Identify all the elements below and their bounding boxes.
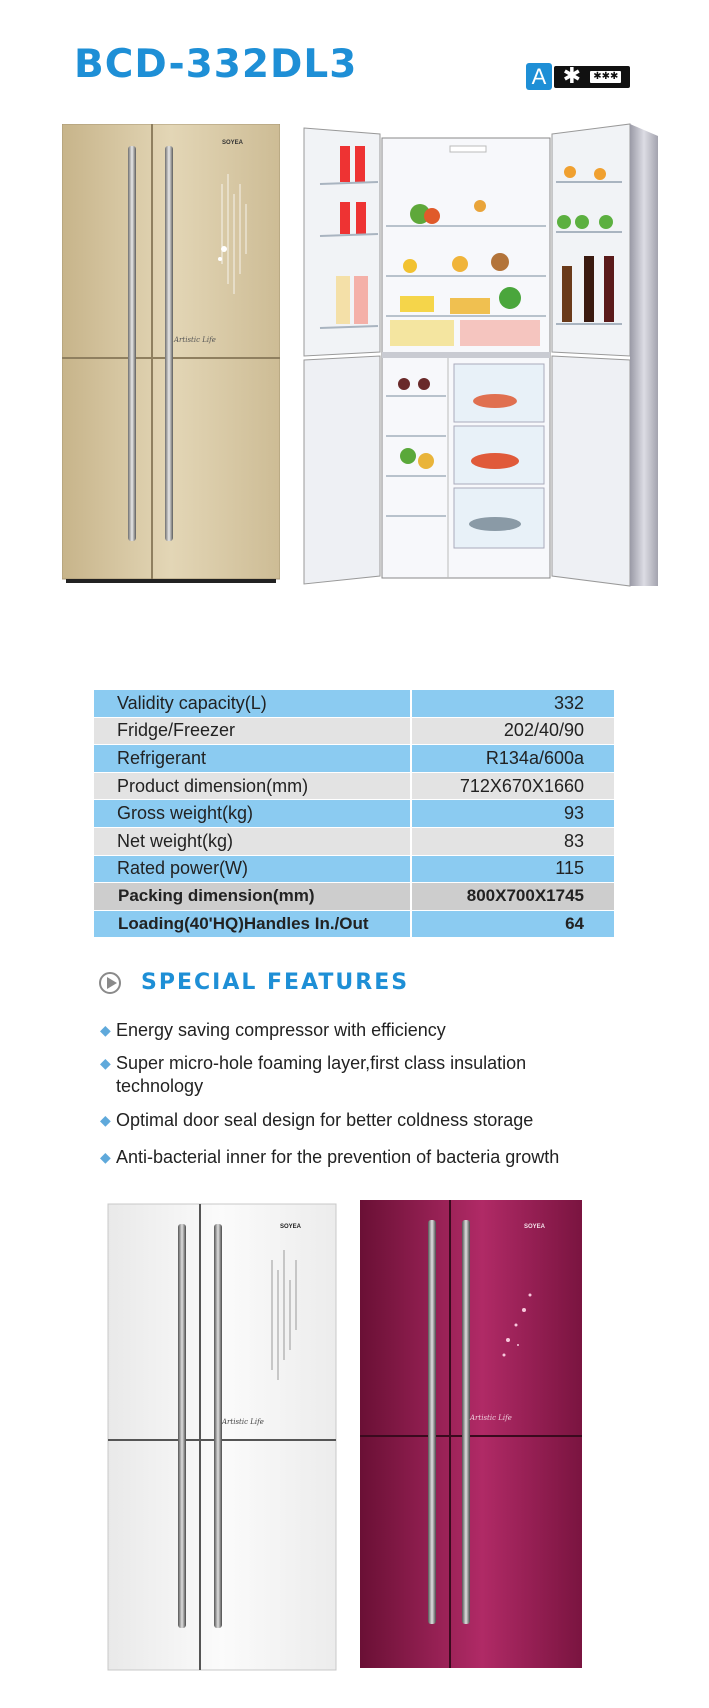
feature-text: Super micro-hole foaming layer,first class insulation technology <box>116 1053 527 1096</box>
specifications-table <box>94 690 614 938</box>
diamond-bullet-icon: ◆ <box>100 1055 111 1071</box>
spec-row <box>94 690 614 717</box>
fridge-white-image <box>104 1200 340 1676</box>
spec-value: 800X700X1745 <box>411 883 614 911</box>
spec-row <box>94 745 614 773</box>
spec-label: Validity capacity(L) <box>94 690 411 717</box>
star-small-icons: ✱✱✱ <box>590 71 621 83</box>
freezer-star-rating <box>554 63 630 89</box>
door-script-purple: Artistic Life <box>470 1414 512 1422</box>
diamond-bullet-icon: ◆ <box>100 1149 111 1165</box>
fridge-open-interior-image <box>300 116 658 590</box>
spec-label: Gross weight(kg) <box>94 800 411 828</box>
spec-value: 712X670X1660 <box>411 772 614 800</box>
spec-label: Fridge/Freezer <box>94 717 411 745</box>
feature-text: Optimal door seal design for better coldness storage <box>116 1110 534 1130</box>
feature-text: Energy saving compressor with efficiency <box>116 1020 446 1040</box>
play-circle-icon <box>99 972 121 994</box>
special-features-header <box>99 970 409 995</box>
star-big-icon: ✱ <box>562 63 582 89</box>
spec-row <box>94 800 614 828</box>
spec-label: Loading(40'HQ)Handles In./Out <box>94 910 411 938</box>
fridge-gold-closed-image <box>62 124 280 584</box>
spec-label: Refrigerant <box>94 745 411 773</box>
feature-item <box>100 1146 616 1169</box>
door-script-white: Artistic Life <box>222 1418 264 1426</box>
spec-value: 83 <box>411 827 614 855</box>
spec-row <box>94 717 614 745</box>
feature-item <box>100 1019 586 1042</box>
spec-value: 93 <box>411 800 614 828</box>
model-title: BCD-332DL3 <box>74 42 358 87</box>
spec-label: Packing dimension(mm) <box>94 883 411 911</box>
spec-value: R134a/600a <box>411 745 614 773</box>
brand-logo-gold: SOYEA <box>222 140 244 146</box>
brand-logo-white: SOYEA <box>280 1224 302 1230</box>
spec-row <box>94 827 614 855</box>
spec-label: Product dimension(mm) <box>94 772 411 800</box>
diamond-bullet-icon: ◆ <box>100 1112 111 1128</box>
feature-item <box>100 1052 586 1098</box>
spec-value: 115 <box>411 855 614 883</box>
spec-value: 64 <box>411 910 614 938</box>
spec-row <box>94 855 614 883</box>
features-title: SPECIAL FEATURES <box>141 970 410 995</box>
energy-grade: A <box>526 63 552 90</box>
spec-row <box>94 910 614 938</box>
spec-value: 202/40/90 <box>411 717 614 745</box>
door-script-gold: Artistic Life <box>174 336 216 344</box>
spec-label: Net weight(kg) <box>94 827 411 855</box>
feature-item <box>100 1109 586 1132</box>
fridge-purple-image <box>358 1200 584 1676</box>
spec-label: Rated power(W) <box>94 855 411 883</box>
spec-row <box>94 772 614 800</box>
energy-rating-badge <box>526 63 630 90</box>
feature-text: Anti-bacterial inner for the prevention of bacteria growth <box>116 1147 560 1167</box>
spec-row <box>94 883 614 911</box>
spec-value: 332 <box>411 690 614 717</box>
diamond-bullet-icon: ◆ <box>100 1022 111 1038</box>
brand-logo-purple: SOYEA <box>524 1224 546 1230</box>
